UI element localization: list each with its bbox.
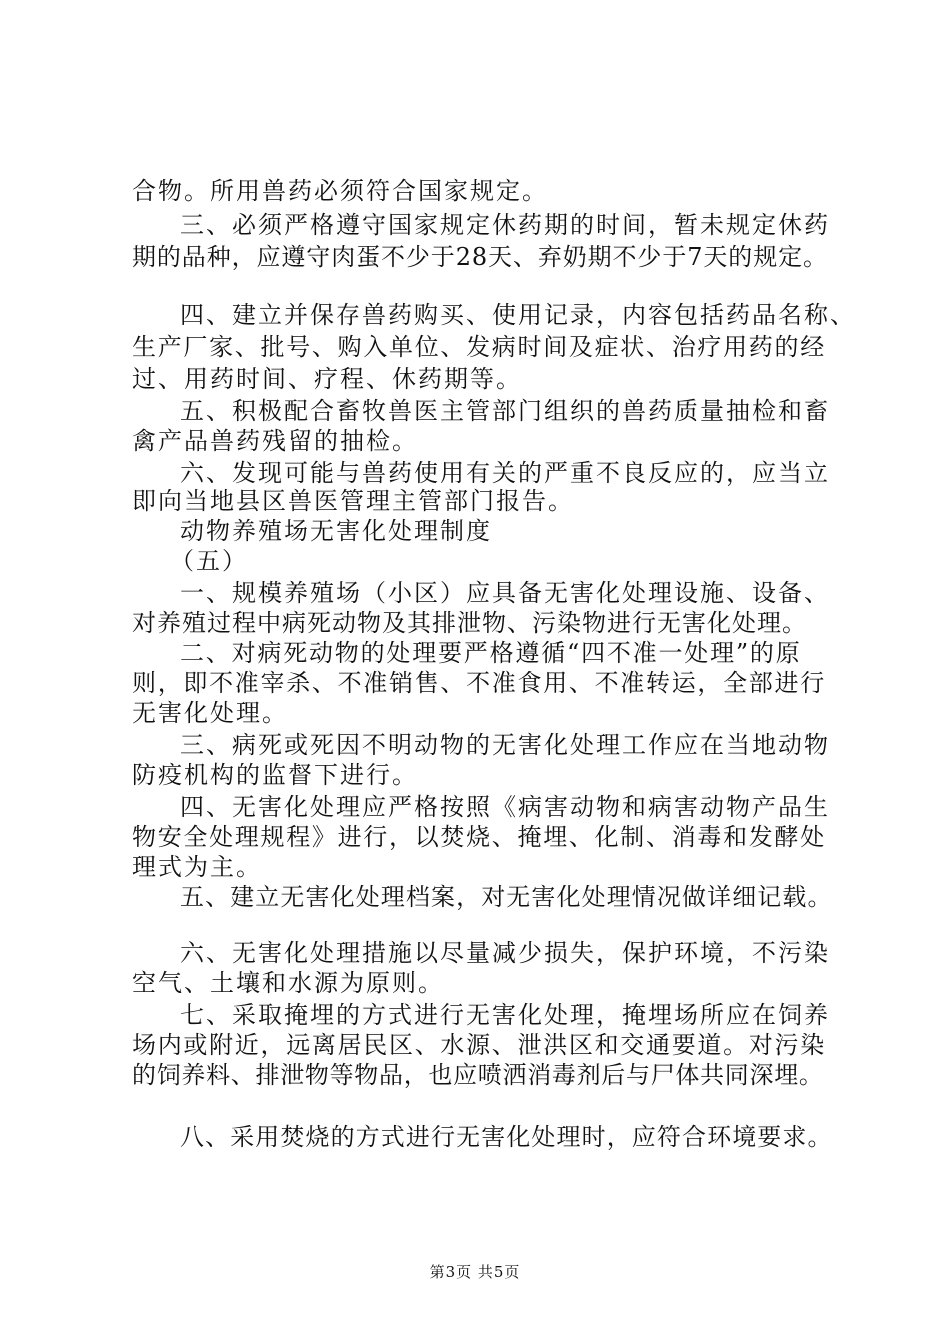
text-line: 的饲养料、排泄物等物品，也应喷洒消毒剂后与尸体共同深埋。 [132, 1061, 824, 1089]
text-line: 则，即不准宰杀、不准销售、不准食用、不准转运，全部进行 [132, 669, 826, 697]
text-line: 物安全处理规程》进行，以焚烧、掩埋、化制、消毒和发酵处 [132, 823, 826, 851]
text-line: 七、采取掩埋的方式进行无害化处理，掩埋场所应在饲养 [180, 1001, 830, 1029]
text-line: 二、对病死动物的处理要严格遵循“四不准一处理”的原 [180, 639, 802, 667]
text-line: 期的品种，应遵守肉蛋不少于28天、弃奶期不少于7天的规定。 [132, 243, 828, 271]
text-line: 过、用药时间、疗程、休药期等。 [132, 365, 522, 393]
text-line: 三、必须严格遵守国家规定休药期的时间，暂未规定休药 [180, 211, 830, 239]
text-line: 禽产品兽药残留的抽检。 [132, 427, 418, 455]
text-line: 八、采用焚烧的方式进行无害化处理时，应符合环境要求。 [180, 1123, 833, 1151]
text-line: 场内或附近，远离居民区、水源、泄洪区和交通要道。对污染 [132, 1031, 826, 1059]
text-line: 理式为主。 [132, 853, 262, 881]
text-line: 一、规模养殖场（小区）应具备无害化处理设施、设备、 [180, 579, 830, 607]
text-line: 四、无害化处理应严格按照《病害动物和病害动物产品生 [180, 793, 830, 821]
section-number: （五） [170, 547, 248, 575]
text-line: 三、病死或死因不明动物的无害化处理工作应在当地动物 [180, 731, 830, 759]
text-line: 合物。所用兽药必须符合国家规定。 [132, 177, 548, 205]
text-line: 无害化处理。 [132, 699, 288, 727]
text-line: 生产厂家、批号、购入单位、发病时间及症状、治疗用药的经 [132, 333, 826, 361]
text-line: 六、发现可能与兽药使用有关的严重不良反应的，应当立 [180, 459, 830, 487]
text-line: 对养殖过程中病死动物及其排泄物、污染物进行无害化处理。 [132, 609, 807, 637]
text-line: 六、无害化处理措施以尽量减少损失，保护环境，不污染 [180, 939, 830, 967]
text-line: 空气、土壤和水源为原则。 [132, 969, 444, 997]
text-line: 五、积极配合畜牧兽医主管部门组织的兽药质量抽检和畜 [180, 397, 830, 425]
section-heading: 动物养殖场无害化处理制度 [180, 517, 492, 545]
text-line: 五、建立无害化处理档案，对无害化处理情况做详细记载。 [180, 883, 833, 911]
text-line: 四、建立并保存兽药购买、使用记录，内容包括药品名称、 [180, 301, 856, 329]
text-line: 防疫机构的监督下进行。 [132, 761, 418, 789]
page-footer: 第3页 共5页 [429, 1263, 521, 1281]
text-line: 即向当地县区兽医管理主管部门报告。 [132, 487, 574, 515]
